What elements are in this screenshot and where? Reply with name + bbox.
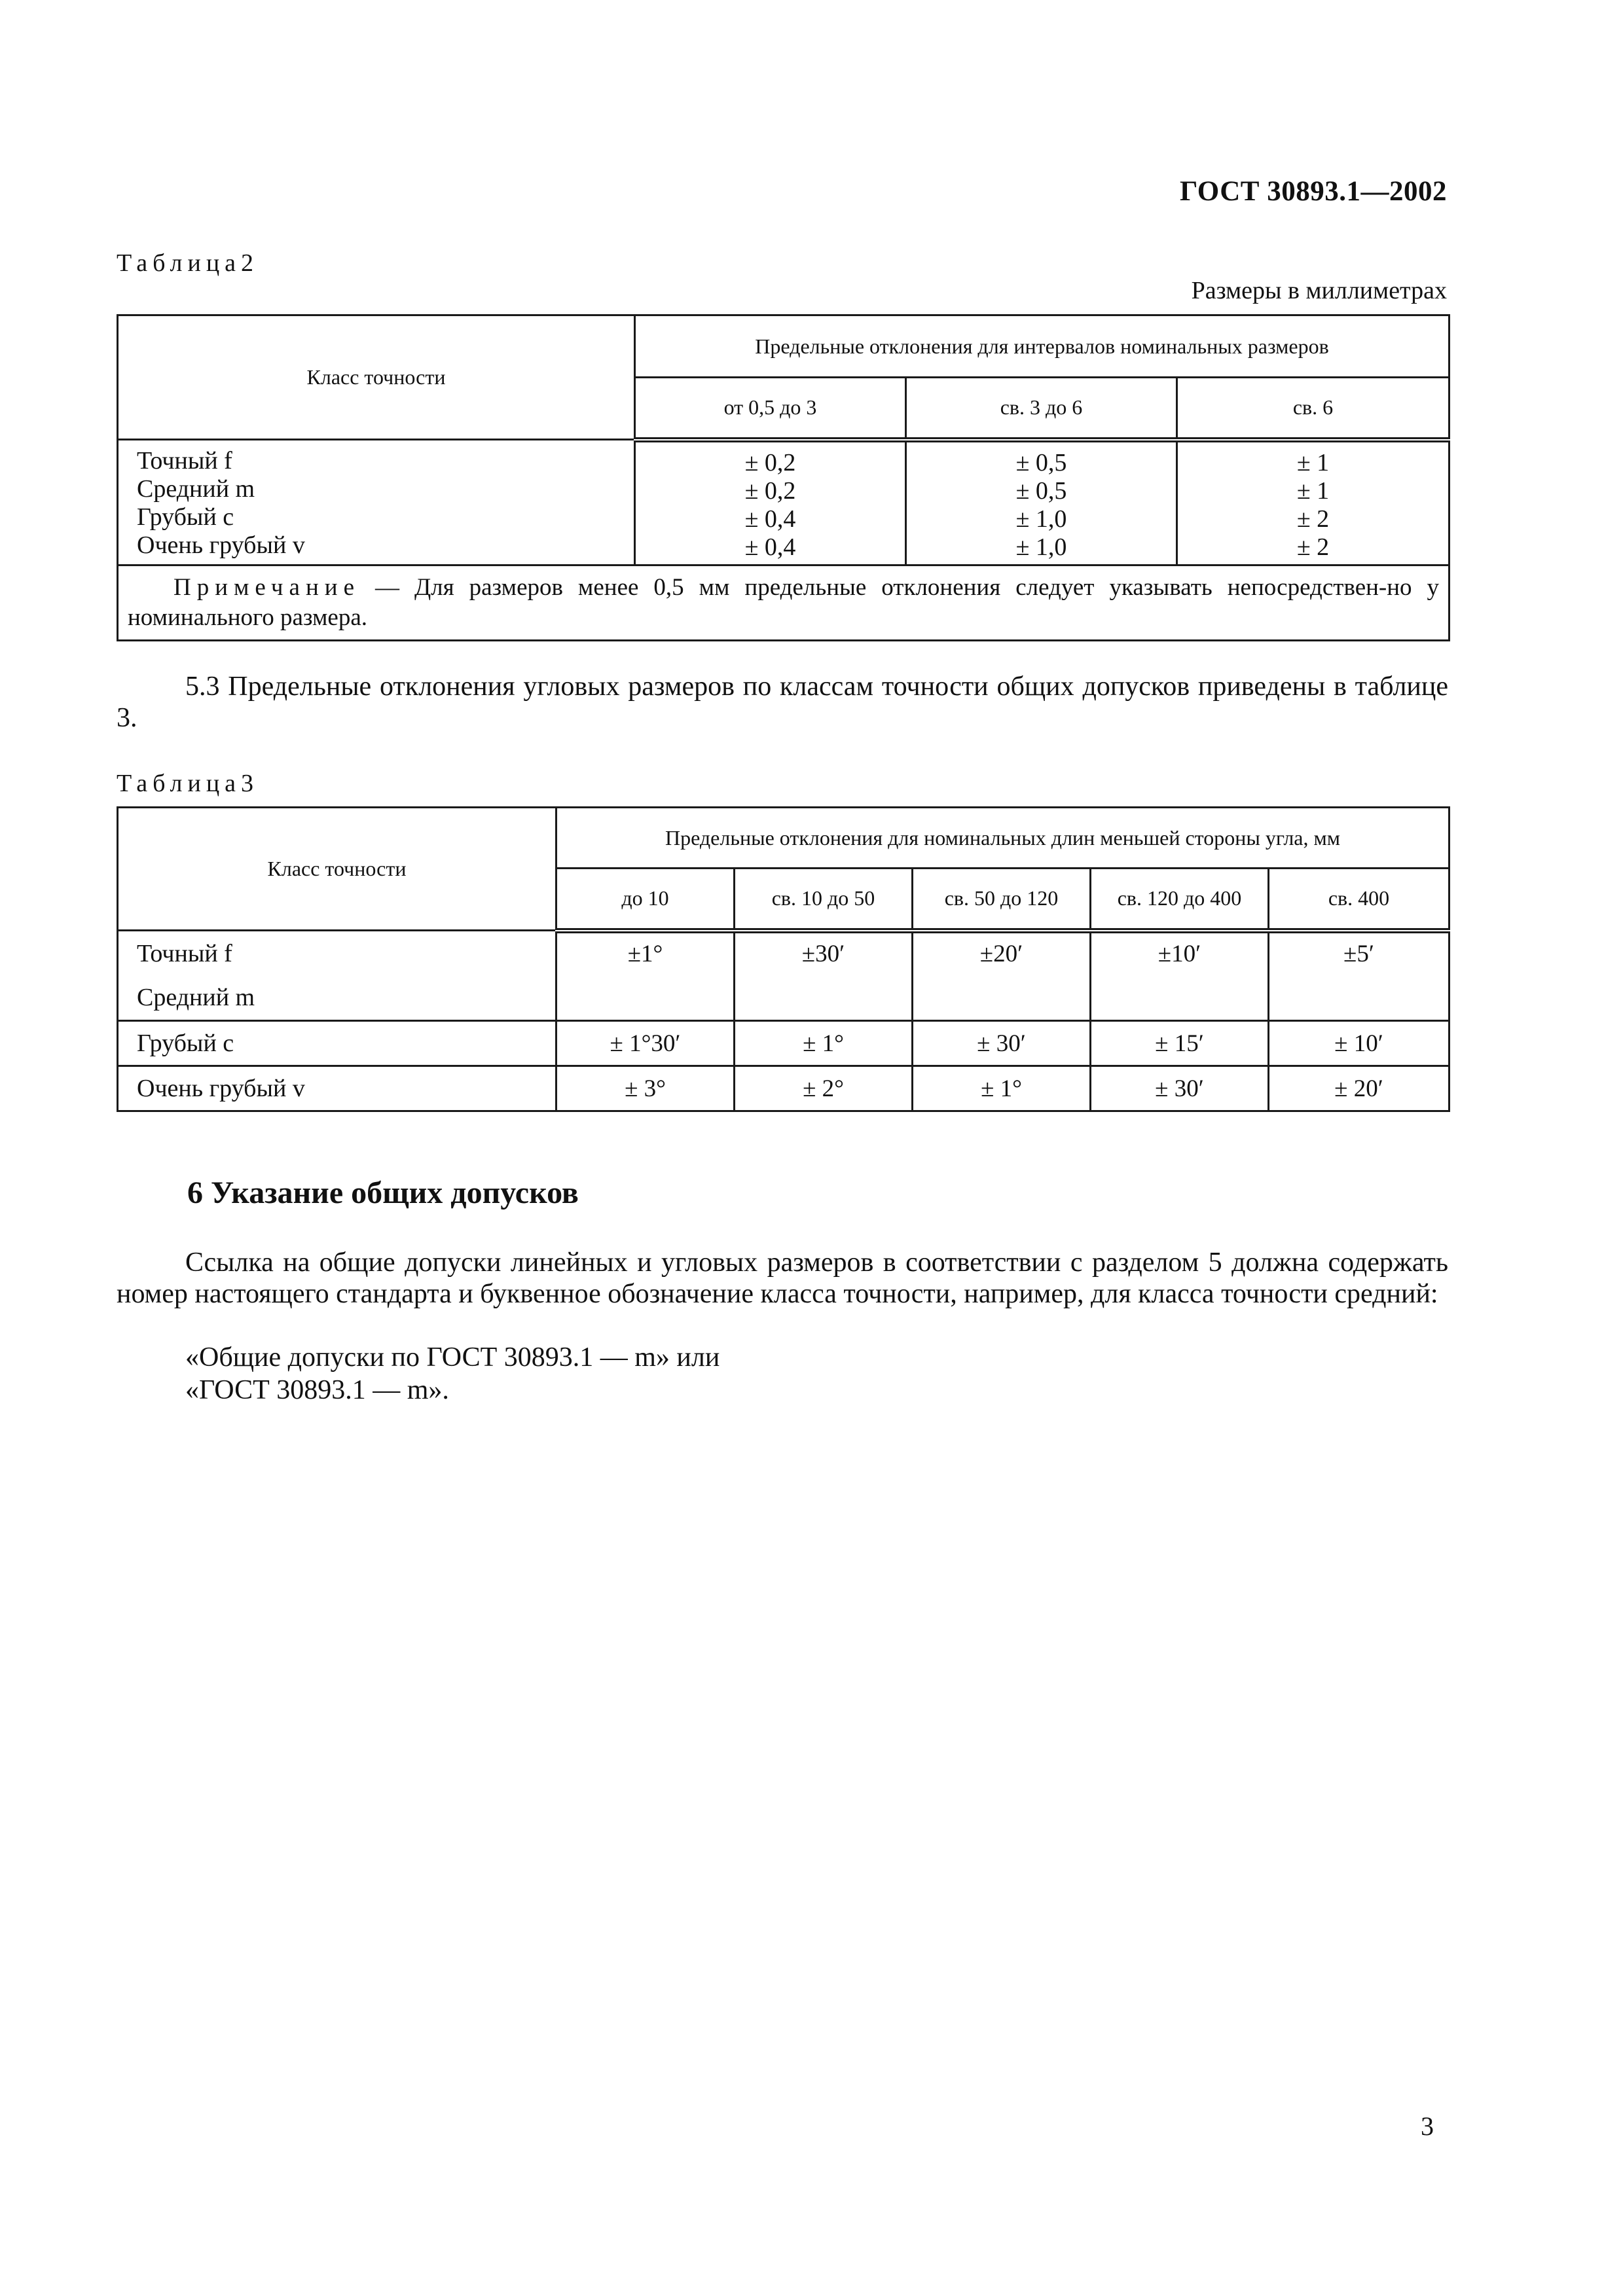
section-5-3-paragraph xyxy=(117,671,1448,734)
table3-value-cell: ± 1° xyxy=(913,1066,1091,1111)
table2-value: ± 1 xyxy=(1296,476,1330,505)
table3-value-cell: ± 30′ xyxy=(1091,1066,1269,1111)
table2-value: ± 1 xyxy=(1296,448,1330,476)
table3-value-cell: ±1° xyxy=(556,931,735,1021)
page-number: 3 xyxy=(1421,2111,1434,2141)
table2-class-label: Очень грубый v xyxy=(137,531,305,559)
table2 xyxy=(117,314,1450,641)
table2-note xyxy=(118,565,1450,641)
table2-value: ± 1,0 xyxy=(1015,505,1067,533)
table3-group-header: Предельные отклонения для номинальных длин меньшей стороны угла, мм xyxy=(556,808,1450,869)
table3-value-cell: ± 2° xyxy=(735,1066,913,1111)
section-5-3-text: 5.3 Предельные отклонения угловых размеров по классам точности общих допусков приведены в таблице 3. xyxy=(117,672,1448,733)
section-6-text: Ссылка на общие допуски линейных и угловых размеров в соответствии с разделом 5 должна содержать номер настоящего стандарта и буквенное обозначение класса точности, например, для класса точности средний: xyxy=(117,1247,1448,1309)
table2-subheader: св. 6 xyxy=(1177,378,1450,440)
section-6-heading: 6 Указание общих допусков xyxy=(187,1175,579,1210)
table3-value-cell: ± 3° xyxy=(556,1066,735,1111)
table2-value: ± 0,2 xyxy=(744,448,796,476)
table2-value: ± 0,5 xyxy=(1015,448,1067,476)
table2-value: ± 0,4 xyxy=(744,505,796,533)
table2-value: ± 0,2 xyxy=(744,476,796,505)
section-6-example-1: «Общие допуски по ГОСТ 30893.1 — m» или xyxy=(185,1342,720,1372)
table2-class-label: Средний m xyxy=(137,475,255,503)
table2-note-text: — Для размеров менее 0,5 мм предельные отклонения следует указывать непосредствен-но у номинального размера. xyxy=(128,574,1440,631)
table2-class-label: Грубый c xyxy=(137,503,234,531)
table3-class-header: Класс точности xyxy=(118,808,556,931)
table2-value-cell xyxy=(635,440,906,565)
table3-class-cell: Очень грубый v xyxy=(118,1066,556,1111)
table2-value: ± 2 xyxy=(1296,533,1330,561)
table2-note-label: Примечание xyxy=(173,574,360,601)
table3-subheader: св. 10 до 50 xyxy=(735,869,913,931)
table3-class-cell: Средний m xyxy=(118,976,556,1021)
table3-subheader: св. 120 до 400 xyxy=(1091,869,1269,931)
section-6-example-2: «ГОСТ 30893.1 — m». xyxy=(185,1375,449,1405)
table2-value: ± 2 xyxy=(1296,505,1330,533)
table3-subheader: до 10 xyxy=(556,869,735,931)
section-6-paragraph xyxy=(117,1247,1448,1310)
table3-value-cell: ±5′ xyxy=(1269,931,1450,1021)
table3 xyxy=(117,806,1450,1112)
table3-subheader: св. 400 xyxy=(1269,869,1450,931)
table3-value-cell: ± 30′ xyxy=(913,1021,1091,1066)
table3-value-cell: ± 20′ xyxy=(1269,1066,1450,1111)
table3-value-cell: ±20′ xyxy=(913,931,1091,1021)
table3-class-cell: Грубый c xyxy=(118,1021,556,1066)
table3-value-cell: ± 15′ xyxy=(1091,1021,1269,1066)
table2-class-label: Точный f xyxy=(137,447,232,475)
table2-value-cell xyxy=(1177,440,1450,565)
table2-subheader: св. 3 до 6 xyxy=(906,378,1177,440)
table2-caption: Таблица2 xyxy=(117,249,259,277)
table2-value: ± 0,4 xyxy=(744,533,796,561)
table3-subheader: св. 50 до 120 xyxy=(913,869,1091,931)
table2-class-cell xyxy=(118,440,635,565)
table2-subheader: от 0,5 до 3 xyxy=(635,378,906,440)
table3-class-cell: Точный f xyxy=(118,931,556,976)
table2-value: ± 0,5 xyxy=(1015,476,1067,505)
table3-value-cell: ± 10′ xyxy=(1269,1021,1450,1066)
table2-class-header: Класс точности xyxy=(118,315,635,440)
table2-value-cell xyxy=(906,440,1177,565)
table2-value: ± 1,0 xyxy=(1015,533,1067,561)
table2-units: Размеры в миллиметрах xyxy=(1191,277,1447,304)
standard-number: ГОСТ 30893.1—2002 xyxy=(1180,176,1447,207)
table3-value-cell: ±10′ xyxy=(1091,931,1269,1021)
table2-group-header: Предельные отклонения для интервалов номинальных размеров xyxy=(635,315,1450,378)
table3-value-cell: ±30′ xyxy=(735,931,913,1021)
table3-value-cell: ± 1°30′ xyxy=(556,1021,735,1066)
table3-value-cell: ± 1° xyxy=(735,1021,913,1066)
table3-caption: Таблица3 xyxy=(117,770,259,797)
